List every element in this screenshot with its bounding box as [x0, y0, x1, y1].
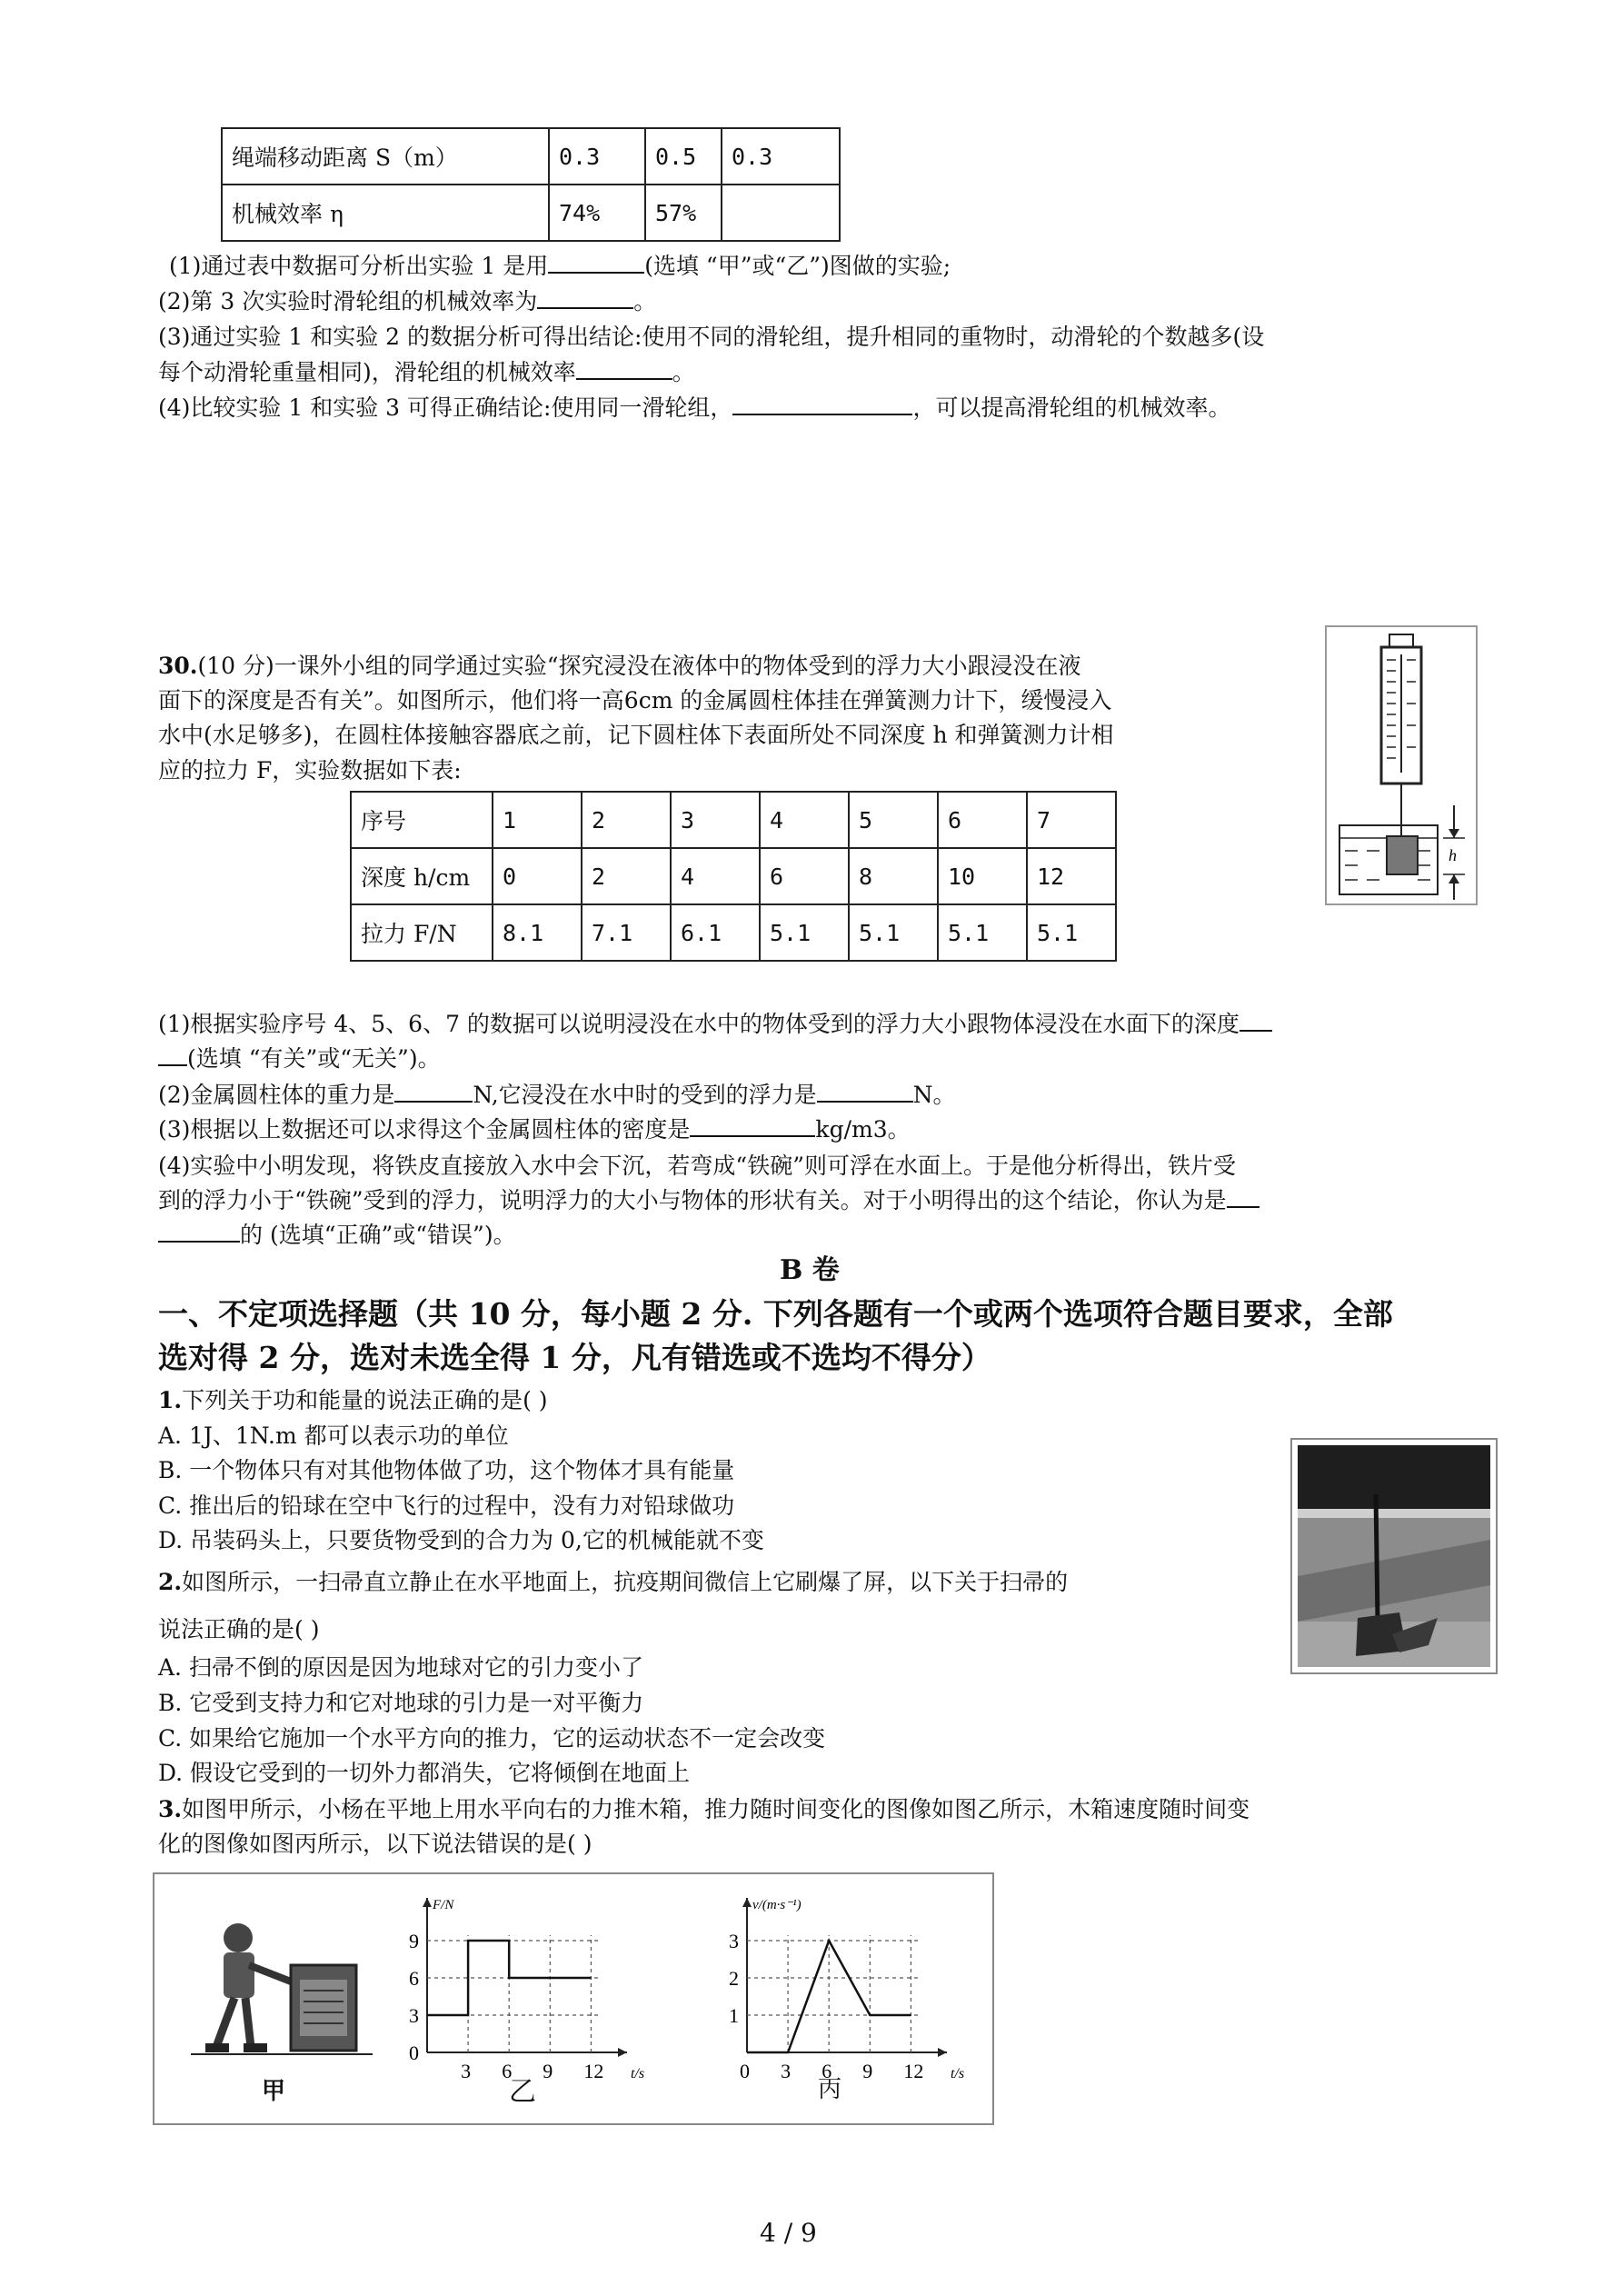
q30-line3: 水中(水足够多)，在圆柱体接触容器底之前，记下圆柱体下表面所处不同深度 h 和弹簧测力计相 [158, 722, 1114, 748]
q30-part4-cont [158, 1185, 1260, 1216]
table-cell [722, 185, 840, 241]
tick-label: 6 [821, 2060, 832, 2082]
y-axis-label: F/N [433, 1898, 454, 1912]
q30-part1-cont [158, 1043, 441, 1074]
table-cell: 6.1 [671, 904, 760, 961]
table-cell: 5.1 [849, 904, 938, 961]
q29-part2-tail: 。 [633, 288, 657, 314]
table-row [351, 904, 1116, 961]
x-axis-arrow [938, 2048, 947, 2057]
q30-part1-text: (1)根据实验序号 4、5、6、7 的数据可以说明浸没在水中的物体受到的浮力大小跟物体浸没在水面下的深度 [158, 1011, 1240, 1037]
q30-line2: 面下的深度是否有关”。如图所示，他们将一高6cm 的金属圆柱体挂在弹簧测力计下，缓慢浸入 [158, 687, 1112, 714]
depth-label: h [1449, 846, 1457, 864]
answer-blank[interactable] [690, 1115, 815, 1137]
figure-label-jia: 甲 [262, 2078, 286, 2105]
table-cell: 拉力 F/N [351, 904, 493, 961]
tick-label: 9 [543, 2060, 553, 2082]
b2-option-d: D. 假设它受到的一切外力都消失，它将倾倒在地面上 [158, 1760, 691, 1786]
question-number: 1. [158, 1387, 183, 1413]
table-cell: 4 [760, 792, 849, 848]
figure-label-bing: 丙 [818, 2076, 842, 2103]
table-row [222, 128, 840, 185]
section-heading-cont: 选对得 2 分，选对未选全得 1 分，凡有错选或不选均不得分） [158, 1340, 991, 1375]
q29-part1-text: (1)通过表中数据可分析出实验 1 是用 [169, 253, 549, 279]
table-row [222, 185, 840, 241]
buoyancy-data-table [350, 791, 1117, 962]
table-cell: 0.3 [722, 128, 840, 185]
b1-stem [158, 1385, 548, 1416]
b2-option-c: C. 如果给它施加一个水平方向的推力，它的运动状态不一定会改变 [158, 1725, 826, 1752]
q30-part2-tail: N。 [912, 1082, 956, 1108]
b1-option-c: C. 推出后的铅球在空中飞行的过程中，没有力对铅球做功 [158, 1492, 735, 1519]
q29-part2-text: (2)第 3 次实验时滑轮组的机械效率为 [158, 288, 538, 314]
table-cell: 8 [849, 848, 938, 904]
broom-photo [1290, 1438, 1498, 1674]
x-axis-label: t/s [951, 2066, 965, 2081]
tick-label: 12 [903, 2060, 924, 2082]
answer-blank[interactable] [732, 394, 912, 415]
tick-label: 9 [409, 1930, 419, 1952]
answer-blank[interactable] [576, 358, 672, 380]
table-cell: 2 [582, 792, 671, 848]
table-cell: 57% [645, 185, 722, 241]
tick-label: 6 [409, 1967, 419, 1990]
q30-part3 [158, 1114, 911, 1145]
table-cell: 10 [938, 848, 1027, 904]
q29-part3: (3)通过实验 1 和实验 2 的数据分析可得出结论:使用不同的滑轮组，提升相同的重物时，动滑轮的个数越多(设 [158, 324, 1265, 350]
q30-part2 [158, 1080, 956, 1111]
q29-part2 [158, 286, 656, 317]
q29-part4 [158, 393, 1230, 424]
answer-blank[interactable] [817, 1081, 913, 1103]
page-number: 4 / 9 [760, 2218, 817, 2248]
b3-stem-cont: 化的图像如图丙所示，以下说法错误的是( ) [158, 1831, 592, 1857]
q29-part1-tail: (选填 “甲”或“乙”)图做的实验; [644, 253, 951, 279]
tick-label: 3 [409, 2004, 419, 2027]
q29-part3-text: 每个动滑轮重量相同)，滑轮组的机械效率 [158, 359, 576, 385]
tick-label: 3 [729, 1930, 739, 1952]
tick-label: 1 [729, 2004, 739, 2027]
answer-blank[interactable] [1240, 1010, 1272, 1032]
push-box-figure [153, 1872, 994, 2125]
tick-label: 3 [461, 2060, 472, 2082]
table-cell: 1 [493, 792, 582, 848]
x-axis-label: t/s [631, 2066, 645, 2081]
table-row [351, 792, 1116, 848]
broom-image [1292, 1440, 1496, 1672]
q30-part4-tail: 的 (选填“正确”或“错误”)。 [240, 1222, 516, 1248]
b1-option-a: A. 1J、1N.m 都可以表示功的单位 [158, 1423, 509, 1449]
q29-part3-tail: 。 [672, 359, 695, 385]
table-cell: 6 [938, 792, 1027, 848]
spring-scale-diagram [1327, 627, 1476, 903]
spring-scale-figure [1325, 625, 1478, 905]
answer-blank[interactable] [548, 252, 644, 274]
q30-part1 [158, 1009, 1272, 1040]
q30-part1-tail: (选填 “有关”或“无关”)。 [187, 1045, 441, 1072]
b2-stem-text: 如图所示，一扫帚直立静止在水平地面上，抗疫期间微信上它刷爆了屏，以下关于扫帚的 [182, 1569, 1069, 1595]
table-cell: 5.1 [938, 904, 1027, 961]
answer-blank[interactable] [394, 1081, 473, 1103]
b1-option-d: D. 吊装码头上，只要货物受到的合力为 0,它的机械能就不变 [158, 1527, 764, 1553]
table-cell: 12 [1027, 848, 1116, 904]
q29-part3-cont [158, 357, 695, 388]
table-cell: 序号 [351, 792, 493, 848]
q30-text: (10 分)一课外小组的同学通过实验“探究浸没在液体中的物体受到的浮力大小跟浸没在液 [197, 653, 1081, 679]
y-axis-label: v/(m·s⁻¹) [752, 1898, 802, 1912]
section-title: B 卷 [780, 1254, 840, 1286]
section-heading: 一、不定项选择题（共 10 分，每小题 2 分. 下列各题有一个或两个选项符合题目要求，全部 [158, 1296, 1393, 1332]
b2-stem-cont: 说法正确的是( ) [158, 1616, 320, 1642]
q30-part2-text: (2)金属圆柱体的重力是 [158, 1082, 395, 1108]
x-axis-arrow [618, 2048, 627, 2057]
question-number: 2. [158, 1569, 183, 1595]
q30-line1 [158, 651, 1081, 682]
table-cell: 5 [849, 792, 938, 848]
answer-blank[interactable] [1227, 1186, 1260, 1208]
person-pushing-box-illustration [191, 1911, 373, 2083]
tick-label: 6 [502, 2060, 513, 2082]
table-cell: 7.1 [582, 904, 671, 961]
b1-stem-text: 下列关于功和能量的说法正确的是( ) [182, 1387, 548, 1413]
table-cell: 74% [549, 185, 645, 241]
y-axis-arrow [423, 1898, 432, 1907]
q30-part4-text: 到的浮力小于“铁碗”受到的浮力，说明浮力的大小与物体的形状有关。对于小明得出的这个结论，你认为是 [158, 1187, 1227, 1213]
tick-label: 3 [781, 2060, 792, 2082]
q30-line4: 应的拉力 F，实验数据如下表: [158, 757, 462, 784]
table-cell: 深度 h/cm [351, 848, 493, 904]
q30-part3-tail: kg/m3。 [815, 1116, 911, 1143]
q29-part4-tail: ，可以提高滑轮组的机械效率。 [912, 394, 1231, 421]
table-cell: 机械效率 η [222, 185, 549, 241]
table-cell: 5.1 [760, 904, 849, 961]
b2-stem [158, 1567, 1068, 1598]
table-cell: 8.1 [493, 904, 582, 961]
table-cell: 0.3 [549, 128, 645, 185]
tick-label: 9 [862, 2060, 873, 2082]
table-cell: 3 [671, 792, 760, 848]
q29-part4-text: (4)比较实验 1 和实验 3 可得正确结论:使用同一滑轮组， [158, 394, 733, 421]
q30-part4: (4)实验中小明发现，将铁皮直接放入水中会下沉，若弯成“铁碗”则可浮在水面上。于是他分析得出，铁片受 [158, 1153, 1236, 1179]
answer-blank[interactable] [537, 287, 633, 309]
tick-label: 0 [740, 2060, 750, 2082]
table-cell: 5.1 [1027, 904, 1116, 961]
tick-label: 0 [409, 2041, 419, 2064]
tick-label: 12 [583, 2060, 604, 2082]
table-cell: 0 [493, 848, 582, 904]
pulley-data-table [221, 127, 841, 242]
b1-option-b: B. 一个物体只有对其他物体做了功，这个物体才具有能量 [158, 1457, 735, 1483]
question-number: 30. [158, 653, 198, 679]
b3-stem-text: 如图甲所示，小杨在平地上用水平向右的力推木箱，推力随时间变化的图像如图乙所示，木箱速度随时间变 [182, 1796, 1250, 1822]
table-cell: 7 [1027, 792, 1116, 848]
q30-part2-mid: N,它浸没在水中时的受到的浮力是 [473, 1082, 817, 1108]
y-axis-arrow [742, 1898, 752, 1907]
table-cell: 4 [671, 848, 760, 904]
b3-stem [158, 1794, 1250, 1825]
table-cell: 6 [760, 848, 849, 904]
question-number: 3. [158, 1796, 183, 1822]
table-cell: 0.5 [645, 128, 722, 185]
figure-label-yi: 乙 [509, 2076, 536, 2108]
q30-part3-text: (3)根据以上数据还可以求得这个金属圆柱体的密度是 [158, 1116, 691, 1143]
b2-option-a: A. 扫帚不倒的原因是因为地球对它的引力变小了 [158, 1654, 643, 1681]
q29-part1 [169, 251, 951, 282]
q30-part4-end [158, 1220, 516, 1251]
table-cell: 2 [582, 848, 671, 904]
b2-option-b: B. 它受到支持力和它对地球的引力是一对平衡力 [158, 1690, 644, 1716]
tick-label: 2 [729, 1967, 739, 1990]
answer-blank[interactable] [158, 1044, 187, 1066]
table-row [351, 848, 1116, 904]
table-cell: 绳端移动距离 S（m） [222, 128, 549, 185]
answer-blank[interactable] [158, 1221, 240, 1243]
